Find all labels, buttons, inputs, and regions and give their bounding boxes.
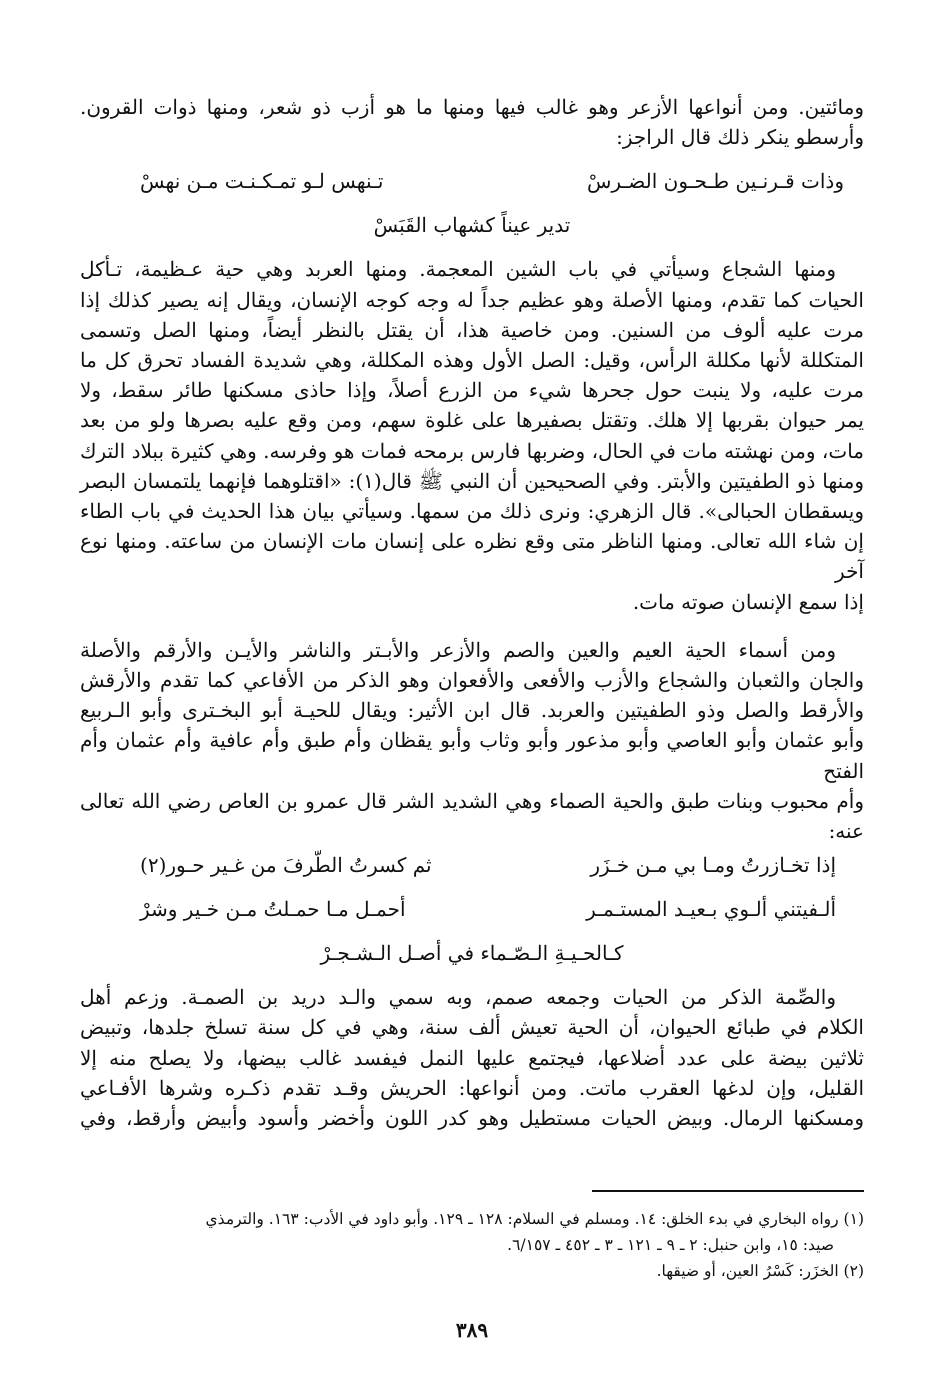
text-line: وأبو عثمان وأبو العاصي وأبو مذعور وأبو وثاب وأبو يقظان وأم طبق وأم عافية وأم عثمان وأم الفتح (80, 728, 864, 783)
verse-line-2: تدير عيناً كشهاب القَبَسْ (373, 213, 571, 238)
text-line: والجان والثعبان والشجاع والأزب والأفعى والأفعوان وهو الذكر من الأفاعي كما تقدم والأرقش (80, 668, 864, 693)
text-line: إن شاء الله تعالى. ومنها الناظر متى وقع نظره على إنسان مات الإنسان من ساعته. ومنها نوع آخر (80, 529, 864, 584)
text-line: ثلاثين بيضة على عدد أضلاعها، فيجتمع عليها النمل فيفسد غالب بيضها، ولا يصلح منه إلا (80, 1045, 864, 1070)
text-line: ومائتين. ومن أنواعها الأزعر وهو غالب فيها ومنها ما هو أزب ذو شعر، ومنها ذوات القرون. (80, 95, 864, 119)
verse-first-hemistich: وذات قـرنـين طـحـون الضـرسْ (586, 169, 844, 194)
verse-line-4 (80, 894, 864, 924)
text-line: المتكللة لأنها مكللة الرأس، وقيل: الصل الأول وهذه المكللة، وهي شديدة الفساد تحرق كل ما (80, 348, 864, 373)
verse-second-hemistich: تـنهس لـو تمـكـنـت مـن نهسْ (140, 169, 384, 194)
text-line: ويسقطان الحبالى». قال الزهري: ونرى ذلك من سمها. وسيأتي بيان هذا الحديث في باب الطاء (80, 499, 864, 524)
text-line: ومنها ذو الطفيتين والأبتر. وفي الصحيحين أن النبي ﷺ قال(١): «اقتلوهما فإنهما يلتمسان البصر (80, 468, 864, 493)
text-line: إذا سمع الإنسان صوته مات. (632, 589, 864, 614)
text-line: وأرسطو ينكر ذلك قال الراجز: (616, 125, 864, 150)
text-line: الحيات كما تقدم، ومنها الأصلة وهو عظيم جداً له وجه كوجه الإنسان، ويقال إنه يصير كذلك إذا (80, 287, 864, 312)
text-line: ومن أسماء الحية العيم والعين والصم والأزعر والأبـتر والناشر والأيـن والأرقم والأصلة (80, 637, 836, 662)
text-line: وأم محبوب وبنات طبق والحية الصماء وهي الشديد الشر قال عمرو بن العاص رضي الله تعالى عنه: (80, 788, 864, 844)
paragraph-3 (80, 635, 864, 846)
main-text (80, 92, 864, 1133)
verse-second-hemistich: أحمـل مـا حمـلتُ مـن خـير وشرْ (140, 897, 406, 922)
text-line: القليل، وإن لدغها العقرب ماتت. ومن أنواعها: الحريش وقـد تقدم ذكـره وشرها الأفـاعي (80, 1075, 864, 1100)
text-line: والأرقط والصل وذو الطفيتين والعربد. قال ابن الأثير: ويقال للحيـة أبو البخـترى وأبو الـربيع (80, 698, 864, 723)
footnote-1: (١) رواه البخاري في بدء الخلق: ١٤. ومسلم في السلام: ١٢٨ ـ ١٢٩. وأبو داود في الأدب: ١٦٣. والترمذي (205, 1210, 864, 1228)
verse-first-hemistich: إذا تخـازرتُ ومـا بي مـن خـزَر (590, 853, 836, 878)
text-line: مرت عليه، ولا ينبت حول جحرها شيء من الزرع أصلاً، وإذا حاذى مسكنها طائر سقط، ولا (80, 378, 864, 403)
footnote-2: (٢) الخزَر: كَسْرُ العين، أو ضيقها. (656, 1262, 864, 1280)
page-number: ٣٨٩ (455, 1318, 489, 1342)
verse-first-hemistich: ألـفيتني ألـوي بـعيـد المستـمـر (586, 897, 836, 922)
paragraph-4 (80, 982, 864, 1133)
verse-line-3 (80, 846, 864, 880)
text-line: والصِّمة الذكر من الحيات وجمعه صمم، وبه سمي والـد دريد بن الصمـة. وزعم أهل (80, 985, 836, 1010)
verse-line-1 (80, 166, 864, 196)
footnote-1-continued: صيد: ١٥، وابن حنبل: ٢ ـ ٩ ـ ١٢١ ـ ٣ ـ ٤٥٢ ـ ٦/١٥٧. (507, 1236, 834, 1254)
text-line: مرت عليه ألوف من السنين. ومن خاصية هذا، أن يقتل بالنظر أيضاً، ومنها الصل وتسمى (80, 317, 864, 342)
verse-second-hemistich: ثم كسرتُ الطّرفَ من غـير حـور(٢) (140, 853, 432, 878)
paragraph-1 (80, 92, 864, 152)
text-line: الكلام في طبائع الحيوان، أن الحية تعيش ألف سنة، وهي في كل سنة تسلخ جلدها، وتبيض (80, 1015, 864, 1040)
text-line: ومسكنها الرمال. وبيض الحيات مستطيل وهو كدر اللون وأخضر وأسود وأبيض وأرقط، وفي (80, 1106, 864, 1131)
verse-line-5: كـالحـيـةِ الـصّـماء في أصـل الـشـجـرْ (320, 941, 624, 966)
footnotes (80, 1206, 864, 1284)
paragraph-2 (80, 254, 864, 616)
text-line: مات، ومن نهشته مات في الحال، وضربها فارس برمحه فمات هو وفرسه. وهي كثيرة ببلاد الترك (80, 438, 864, 463)
footnote-separator (592, 1190, 864, 1192)
text-line: يمر حيوان بقربها إلا هلك. وتقتل بصفيرها على غلوة سهم، ومن وقع عليه بصرها ولو من بعد (80, 408, 864, 433)
text-line: ومنها الشجاع وسيأتي في باب الشين المعجمة. ومنها العربد وهي حية عـظيمة، تـأكل (80, 257, 836, 282)
